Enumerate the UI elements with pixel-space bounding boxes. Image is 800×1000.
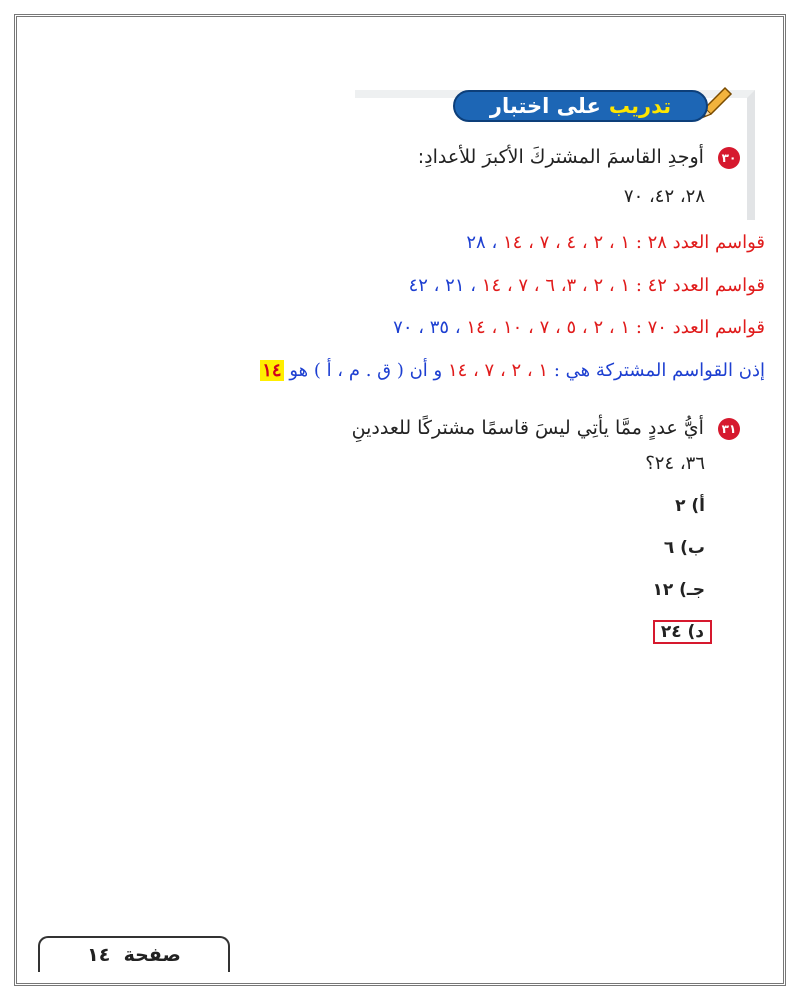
factors-label: قواسم العدد ٤٢ :	[635, 275, 765, 296]
question-31	[352, 417, 740, 440]
question-number-badge: ٣٠	[718, 147, 740, 169]
factors-red: ١ ، ٢ ، ٣، ٦ ، ٧ ،	[506, 275, 631, 296]
factors-line-28	[466, 232, 765, 253]
option-d-selected	[653, 620, 712, 644]
factors-label: قواسم العدد ٢٨ :	[635, 232, 765, 253]
option-letter: جـ)	[679, 580, 705, 600]
banner-label	[453, 90, 708, 122]
common-factors: ١ ، ٢ ، ٧ ، ١٤	[447, 360, 549, 381]
option-c	[652, 580, 705, 600]
conclusion-line	[260, 360, 765, 381]
banner-text: على اختبار	[489, 94, 601, 118]
factors-blue: ، ٣٥ ، ٧٠	[393, 317, 461, 338]
option-value: ٢٤	[660, 622, 682, 642]
option-a	[675, 496, 705, 516]
factors-highlight: ١٤	[466, 317, 486, 338]
question-31-numbers: ٣٦، ٢٤؟	[645, 453, 705, 474]
factors-blue: ، ٢١ ، ٤٢	[408, 275, 477, 296]
page-number-tab	[38, 936, 230, 972]
option-b	[664, 538, 705, 558]
option-value: ٢	[675, 496, 686, 516]
factors-highlight: ١٤	[502, 232, 523, 253]
question-text: أوجدِ القاسمَ المشتركَ الأكبرَ للأعدادِ:	[417, 146, 704, 168]
option-letter: ب)	[680, 538, 705, 558]
page-number: ١٤	[87, 944, 111, 966]
conclusion-text: إذن القواسم المشتركة هي :	[553, 360, 765, 381]
banner-prefix: تدريب	[608, 94, 672, 118]
factors-red: ١ ، ٢ ، ٥ ، ٧ ، ١٠ ،	[491, 317, 631, 338]
factors-highlight: ١٤	[481, 275, 502, 296]
question-30-numbers: ٢٨، ٤٢، ٧٠	[623, 186, 705, 207]
gcf-answer: ١٤	[262, 360, 282, 381]
factors-blue: ، ٢٨	[466, 232, 498, 253]
question-text: أيُّ عددٍ ممَّا يأتِي ليسَ قاسمًا مشتركًا للعددينِ	[351, 417, 704, 439]
factors-label: قواسم العدد ٧٠ :	[635, 317, 765, 338]
factors-line-42	[409, 275, 765, 296]
factors-line-70	[393, 317, 765, 338]
option-value: ١٢	[652, 580, 674, 600]
option-letter: د)	[687, 622, 704, 642]
question-number-badge: ٣١	[718, 418, 740, 440]
option-value: ٦	[663, 538, 675, 558]
factors-red: ١ ، ٢ ، ٤ ، ٧ ،	[528, 232, 631, 253]
question-30	[418, 146, 740, 169]
gcf-text: و أن ( ق . م ، أ ) هو	[289, 360, 443, 381]
page-label: صفحة	[123, 944, 181, 966]
option-letter: أ)	[691, 496, 705, 516]
test-practice-banner	[433, 80, 743, 125]
